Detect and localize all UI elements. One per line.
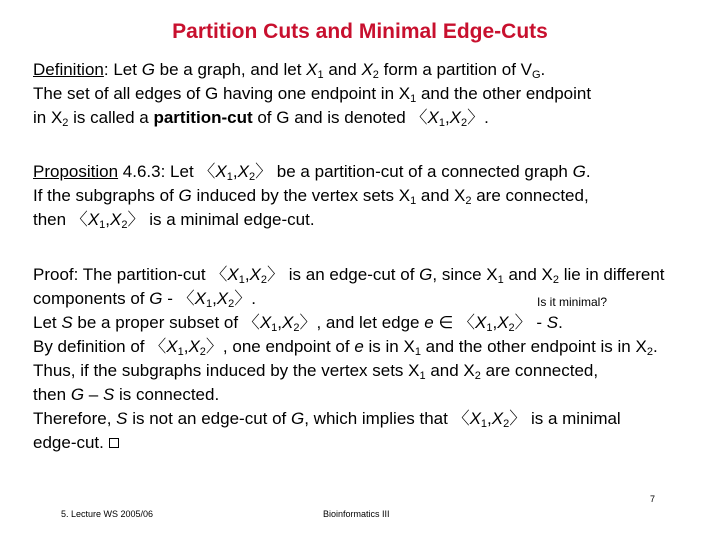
page-number: 7 [650,494,656,504]
proposition-block [33,160,693,232]
is-it-minimal-note: Is it minimal? [537,295,608,309]
proof-line-7: Therefore, S is not an edge-cut of G, which implies that 〈$X_1,X_2$〉 is a minimal [33,409,621,430]
proposition-line-3: then 〈$X_1,X_2$〉 is a minimal edge-cut. [33,210,315,231]
definition-line-2: The set of all edges of G having one endpoint in $X_1$ and the other endpoint [33,84,592,105]
definition-line-3: in $X_2$ is called a partition-cut of G and is denoted 〈$X_1,X_2$〉. [33,108,489,129]
proof-line-6: then G – S is connected. [33,385,220,404]
partition-cut-term: partition-cut [153,108,253,127]
proof-line-1: Proof: The partition-cut 〈$X_1,X_2$〉 is an edge-cut of G, since $X_1$ and $X_2$ lie in different [33,265,665,286]
proof-line-5: Thus, if the subgraphs induced by the vertex sets $X_1$ and $X_2$ are connected, [33,361,599,382]
footer-course: Bioinformatics III [323,509,390,519]
proof-line-3: Let S be a proper subset of 〈$X_1,X_2$〉, and let edge e ∈ 〈$X_1,X_2$〉 - S. [33,313,563,334]
proposition-label: Proposition [33,162,119,181]
proposition-line-2: If the subgraphs of G induced by the vertex sets $X_1$ and $X_2$ are connected, [33,186,589,207]
qed-square-icon [109,438,119,448]
footer-lecture: 5. Lecture WS 2005/06 [61,509,154,519]
proposition-line-1: Proposition 4.6.3: Let 〈$X_1,X_2$〉 be a partition-cut of a connected graph G. [33,162,591,183]
proof-block [33,263,693,455]
slide-title: Partition Cuts and Minimal Edge-Cuts [172,20,548,43]
definition-block [33,58,693,130]
definition-label: Definition [33,60,104,79]
proof-line-4: By definition of 〈$X_1,X_2$〉, one endpoint of e is in $X_1$ and the other endpoint is in $X_2$. [33,337,658,358]
definition-line-1: Definition: Let G be a graph, and let $X_1$ and $X_2$ form a partition of $V_G$. [33,60,546,81]
proof-line-8: edge-cut. [33,431,693,455]
proof-line-2: components of G - 〈$X_1,X_2$〉. [33,289,256,310]
